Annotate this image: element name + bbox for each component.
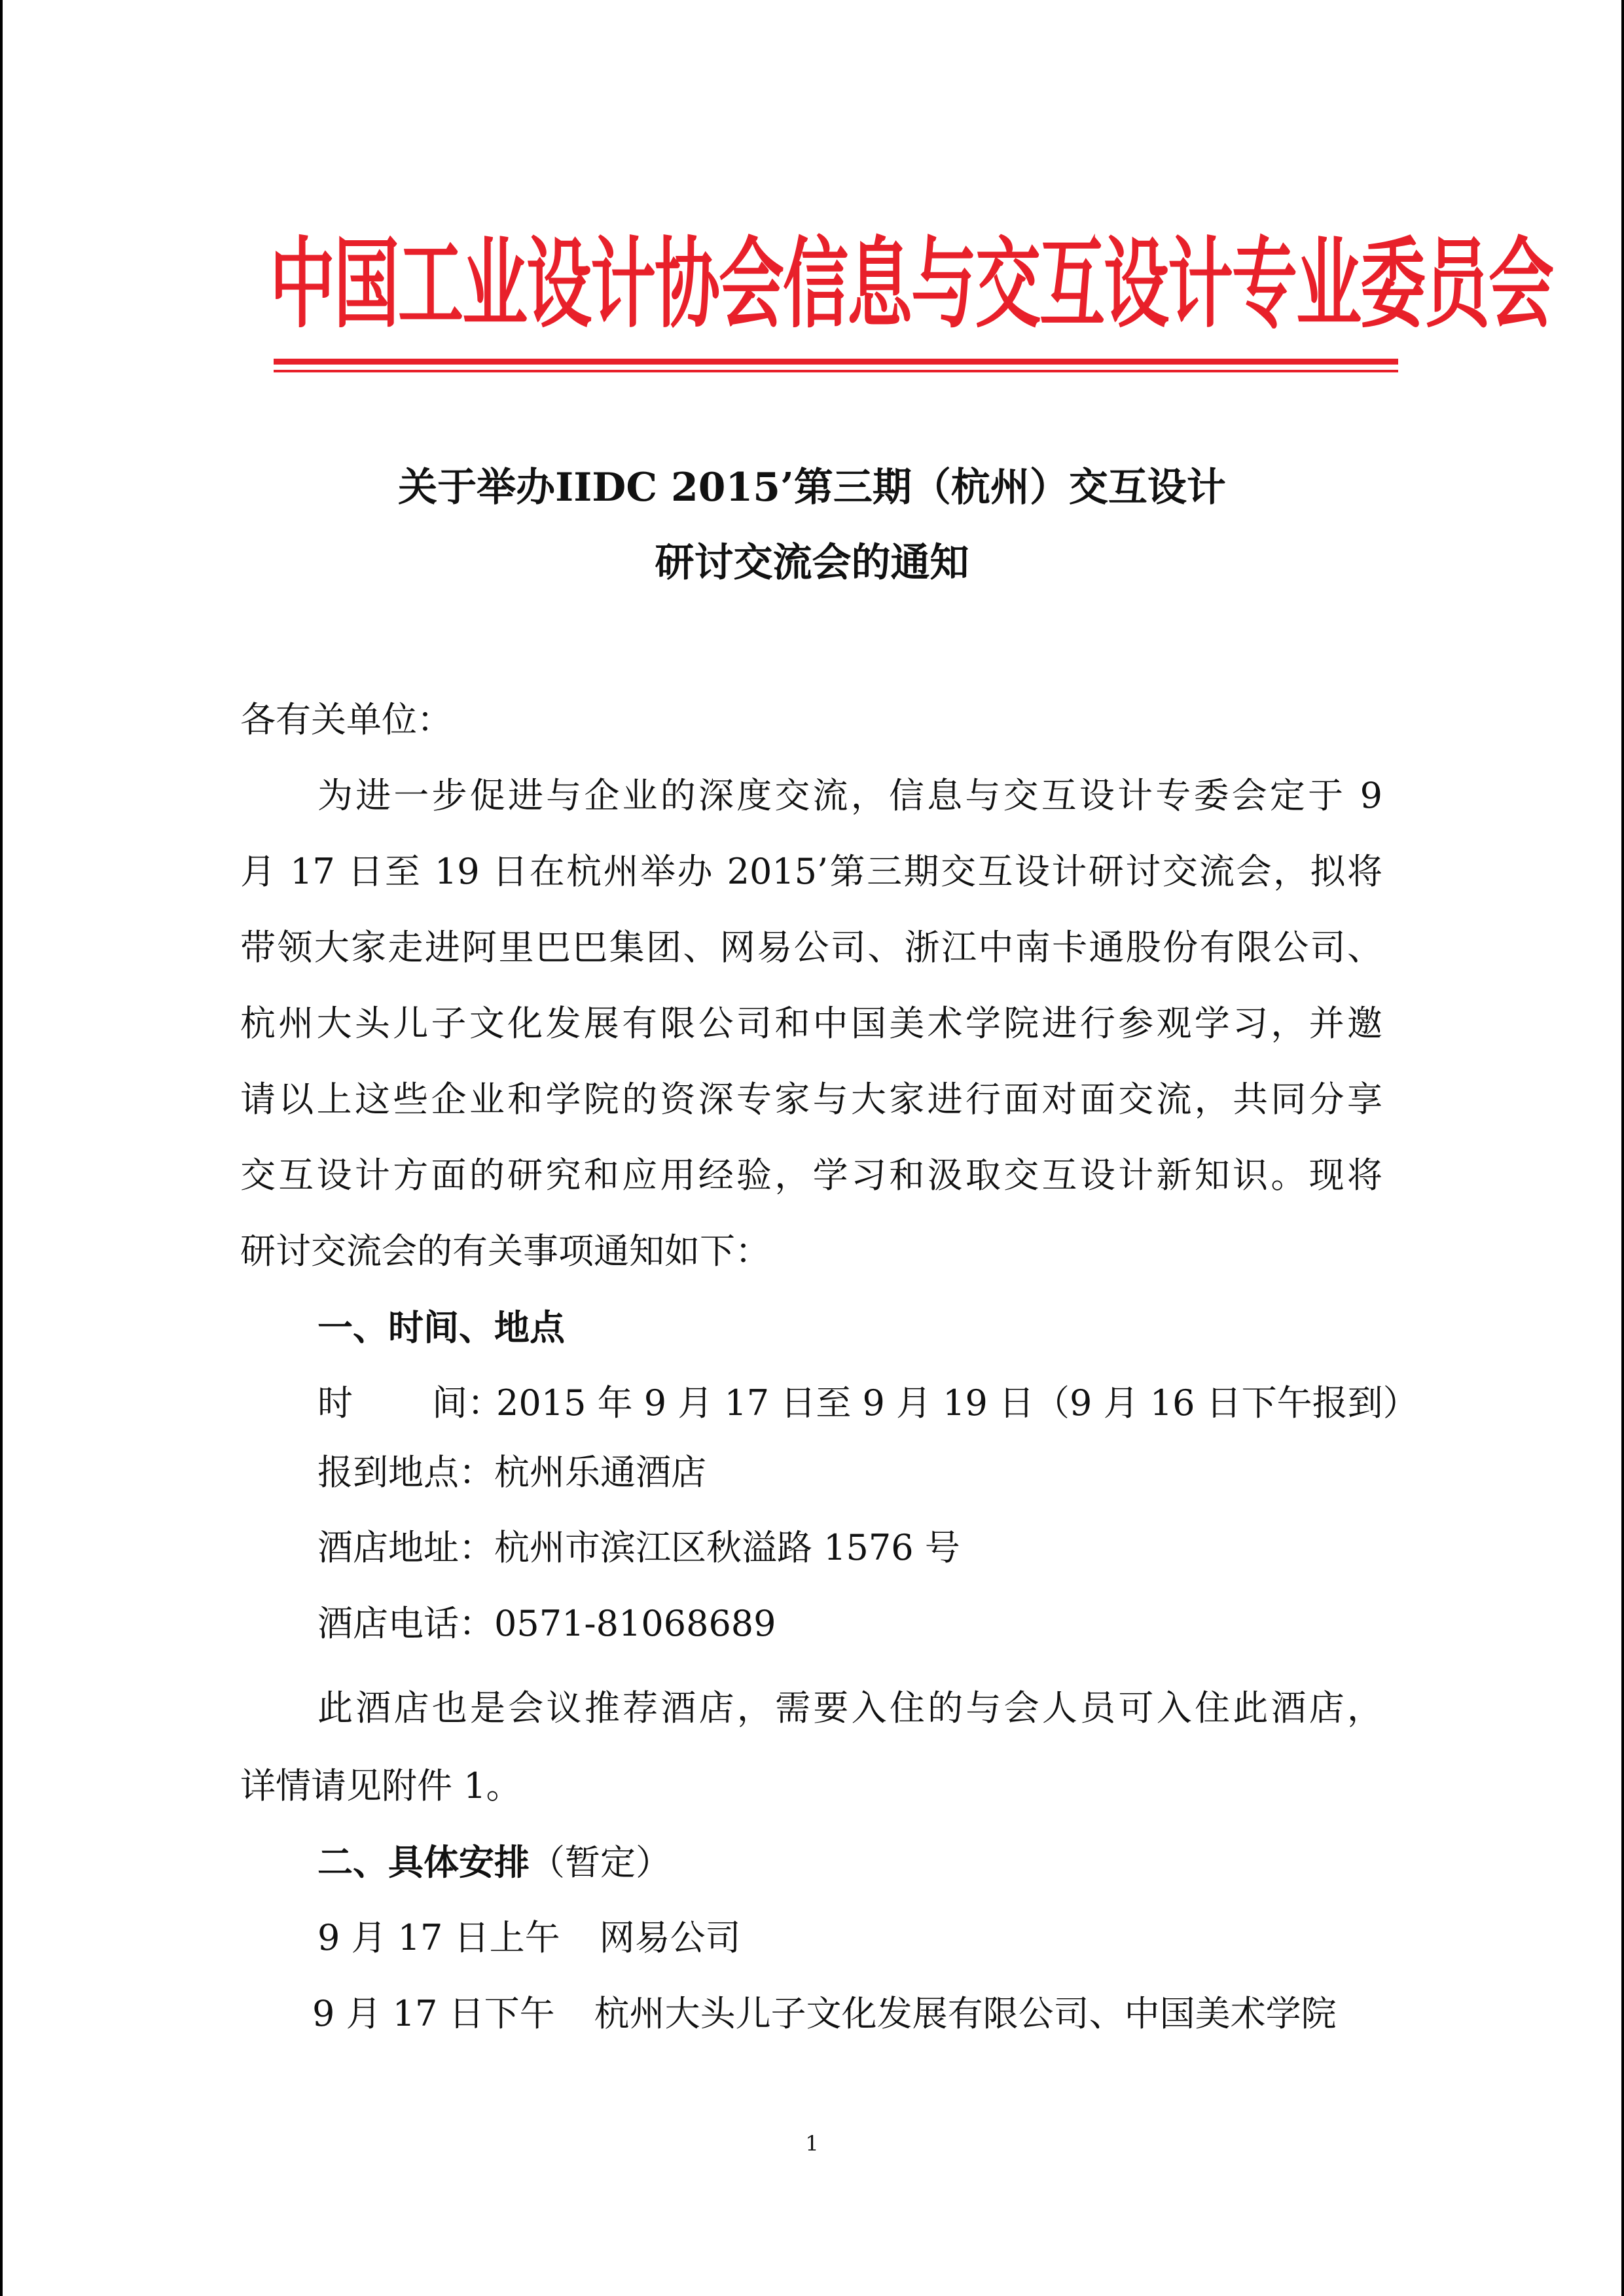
intro-line-5: 请以上这些企业和学院的资深专家与大家进行面对面交流，共同分享: [240, 1079, 1382, 1120]
hotel-address: 酒店地址：杭州市滨江区秋溢路 1576 号: [317, 1527, 960, 1568]
time-value: 2015 年 9 月 17 日至 9 月 19 日（9 月 16 日下午报到）: [496, 1382, 1418, 1424]
schedule-time: 9 月 17 日上午: [317, 1917, 560, 1958]
intro-line-1: 为进一步促进与企业的深度交流，信息与交互设计专委会定于 9: [317, 775, 1382, 816]
schedule-place: 杭州大头儿子文化发展有限公司、中国美术学院: [594, 1993, 1337, 2034]
intro-line-3: 带领大家走进阿里巴巴集团、网易公司、浙江中南卡通股份有限公司、: [240, 927, 1382, 968]
checkin-venue: 报到地点：杭州乐通酒店: [317, 1452, 706, 1493]
notice-title-line-2: 研讨交流会的通知: [655, 540, 969, 586]
page-number: 1: [805, 2131, 819, 2156]
schedule-row: [317, 1915, 741, 1961]
time-label-part-1: 时: [317, 1382, 353, 1424]
salutation: 各有关单位：: [240, 699, 452, 740]
section-2-heading-row: [317, 1839, 671, 1886]
intro-line-2: 月 17 日至 19 日在杭州举办 2015’第三期交互设计研讨交流会，拟将: [240, 851, 1382, 892]
hotel-note-line-1: 此酒店也是会议推荐酒店，需要入住的与会人员可入住此酒店，: [317, 1687, 1382, 1729]
time-label-part-2: 间：: [432, 1382, 503, 1424]
section-2-heading: 二、具体安排: [317, 1841, 530, 1883]
intro-line-4: 杭州大头儿子文化发展有限公司和中国美术学院进行参观学习，并邀: [240, 1003, 1382, 1044]
letterhead-rule-thin: [274, 370, 1398, 372]
section-2-heading-suffix: （暂定）: [530, 1842, 671, 1883]
notice-title-line-1: 关于举办IIDC 2015’第三期（杭州）交互设计: [398, 465, 1226, 511]
schedule-time: 9 月 17 日下午: [312, 1993, 555, 2034]
hotel-phone: 酒店电话：0571-81068689: [317, 1603, 776, 1644]
schedule-place: 网易公司: [599, 1917, 741, 1958]
intro-line-6: 交互设计方面的研究和应用经验，学习和汲取交互设计新知识。现将: [240, 1155, 1382, 1196]
schedule-row: [312, 1991, 1337, 2037]
hotel-note-line-2: 详情请见附件 1。: [240, 1765, 522, 1806]
intro-line-7: 研讨交流会的有关事项通知如下：: [240, 1230, 770, 1272]
letterhead-rule-thick: [274, 359, 1398, 365]
letterhead-title: 中国工业设计协会信息与交互设计专业委员会: [270, 226, 1553, 342]
section-1-heading: 一、时间、地点: [317, 1306, 565, 1348]
